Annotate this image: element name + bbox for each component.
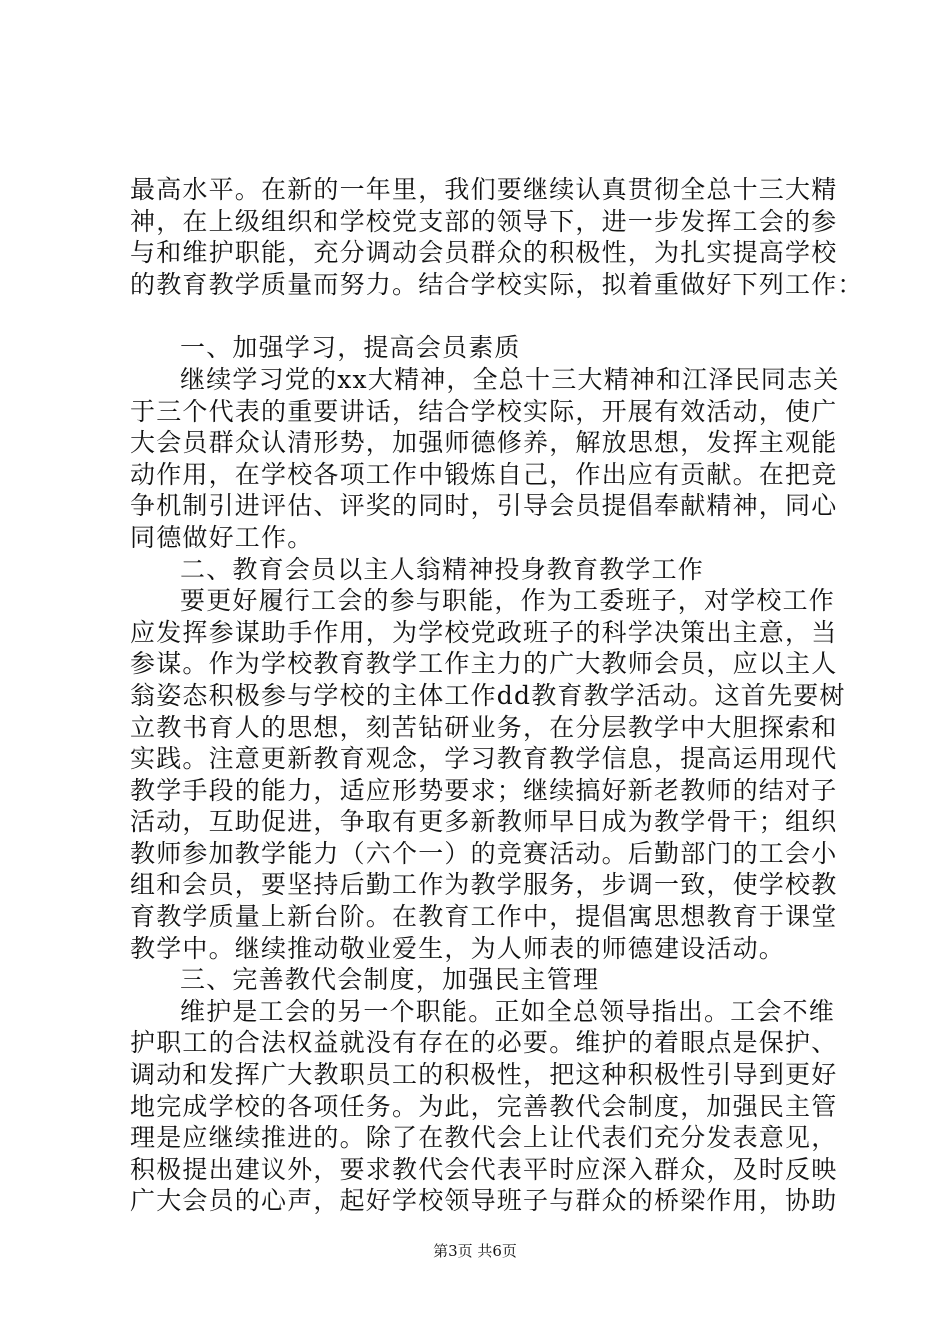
line: 翁姿态积极参与学校的主体工作dd教育教学活动。这首先要树 — [130, 680, 846, 710]
section-heading: 三、完善教代会制度，加强民主管理 — [180, 965, 600, 995]
paragraph-gap — [130, 300, 830, 332]
line: 护职工的合法权益就没有存在的必要。维护的着眼点是保护、 — [130, 1028, 838, 1058]
line: 参谋。作为学校教育教学工作主力的广大教师会员，应以主人 — [130, 649, 838, 679]
line: 神，在上级组织和学校党支部的领导下，进一步发挥工会的参 — [130, 206, 838, 236]
line: 于三个代表的重要讲话，结合学校实际，开展有效活动，使广 — [130, 396, 838, 426]
line: 立教书育人的思想，刻苦钻研业务，在分层教学中大胆探索和 — [130, 712, 838, 742]
line: 应发挥参谋助手作用，为学校党政班子的科学决策出主意，当 — [130, 617, 838, 647]
line: 教师参加教学能力（六个一）的竞赛活动。后勤部门的工会小 — [130, 838, 838, 868]
line: 理是应继续推进的。除了在教代会上让代表们充分发表意见， — [130, 1123, 838, 1153]
page-footer: 第3页 共6页 — [433, 1242, 517, 1260]
line: 教学手段的能力，适应形势要求；继续搞好新老教师的结对子 — [130, 775, 838, 805]
line: 要更好履行工会的参与职能，作为工委班子，对学校工作 — [180, 586, 836, 616]
line: 地完成学校的各项任务。为此，完善教代会制度，加强民主管 — [130, 1091, 838, 1121]
line: 同德做好工作。 — [130, 522, 314, 552]
line: 组和会员，要坚持后勤工作为教学服务，步调一致，使学校教 — [130, 870, 838, 900]
line: 育教学质量上新台阶。在教育工作中，提倡寓思想教育于课堂 — [130, 902, 838, 932]
line: 的教育教学质量而努力。结合学校实际，拟着重做好下列工作： — [130, 269, 864, 299]
line: 广大会员的心声，起好学校领导班子与群众的桥梁作用，协助 — [130, 1186, 838, 1216]
document-body — [130, 174, 864, 1217]
line: 动作用，在学校各项工作中锻炼自己，作出应有贡献。在把竞 — [130, 459, 838, 489]
line: 大会员群众认清形势，加强师德修养，解放思想，发挥主观能 — [130, 428, 838, 458]
line: 最高水平。在新的一年里，我们要继续认真贯彻全总十三大精 — [130, 175, 838, 204]
line: 积极提出建议外，要求教代会代表平时应深入群众，及时反映 — [130, 1154, 838, 1184]
section-heading: 一、加强学习，提高会员素质 — [180, 333, 521, 363]
section-heading: 二、教育会员以主人翁精神投身教育教学工作 — [180, 554, 705, 584]
line: 活动，互助促进，争取有更多新教师早日成为教学骨干；组织 — [130, 807, 838, 837]
line: 与和维护职能，充分调动会员群众的积极性，为扎实提高学校 — [130, 238, 838, 268]
line: 调动和发挥广大教职员工的积极性，把这种积极性引导到更好 — [130, 1060, 838, 1090]
line: 实践。注意更新教育观念，学习教育教学信息，提高运用现代 — [130, 744, 838, 774]
line: 教学中。继续推动敬业爱生，为人师表的师德建设活动。 — [130, 933, 786, 963]
line: 争机制引进评估、评奖的同时，引导会员提倡奉献精神，同心 — [130, 491, 838, 521]
line: 继续学习党的xx大精神，全总十三大精神和江泽民同志关 — [180, 364, 840, 394]
line: 维护是工会的另一个职能。正如全总领导指出。工会不维 — [180, 996, 836, 1026]
